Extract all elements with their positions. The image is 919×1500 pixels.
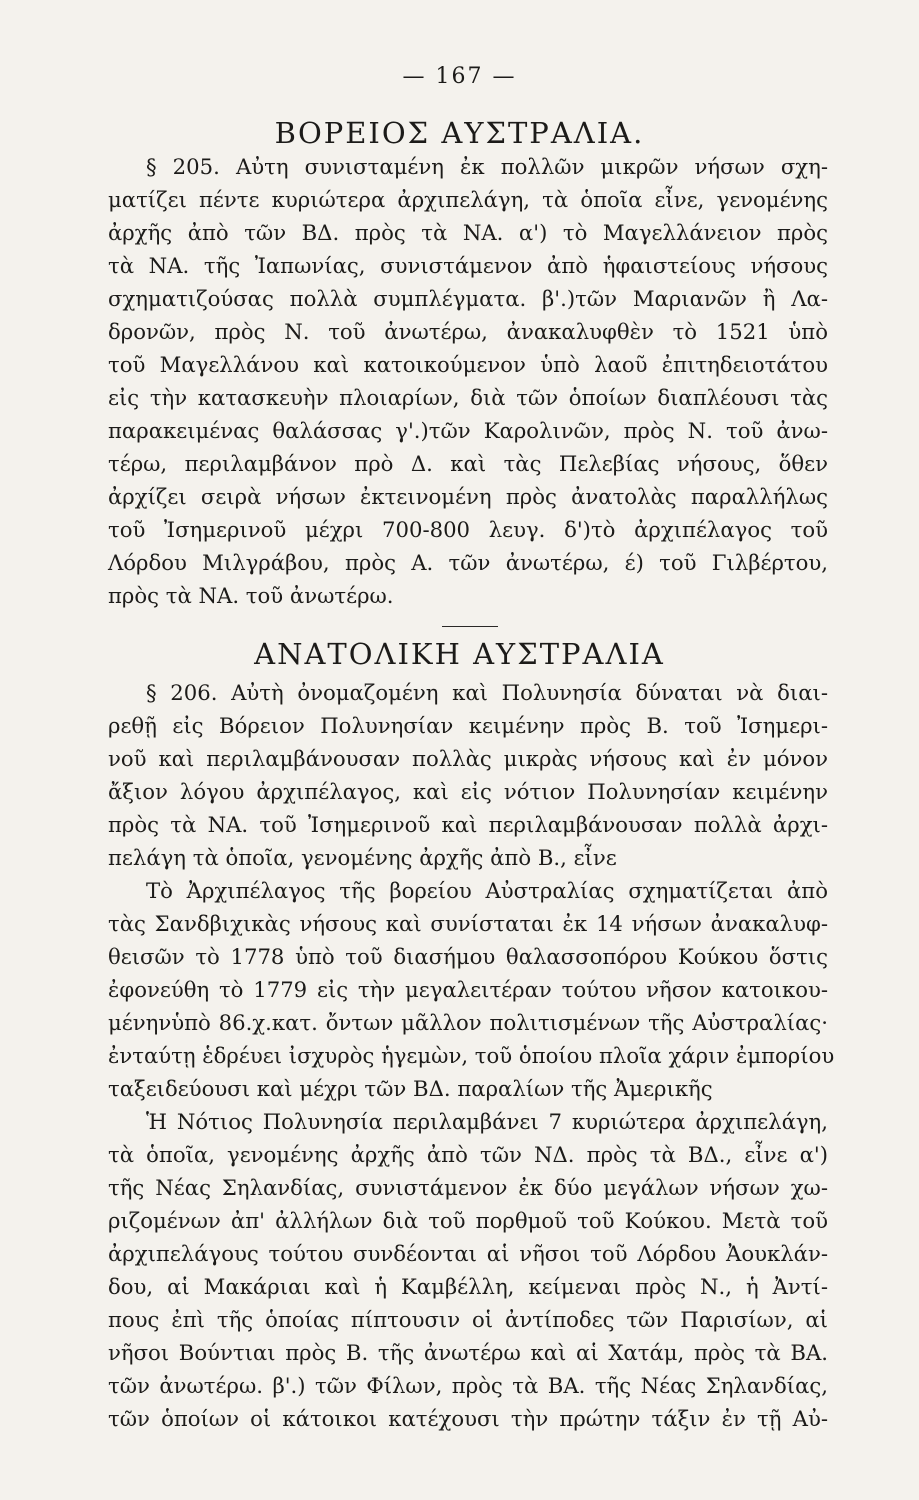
text-line: παρακειμένας θαλάσσας γ'.)τῶν Καρολινῶν, πρὸς Ν. τοῦ ἀνω- bbox=[108, 418, 828, 443]
section-heading-east-australia: ΑΝΑΤΟΛΙΚΗ ΑΥΣΤΡΑΛΙΑ bbox=[254, 637, 665, 671]
text-line: πρὸς τὰ ΝΑ. τοῦ Ἰσημερινοῦ καὶ περιλαμβάνουσαν πολλὰ ἀρχι- bbox=[108, 812, 828, 837]
text-line: Λόρδου Μιλγράβου, πρὸς Α. τῶν ἀνωτέρω, έ) τοῦ Γιλβέρτου, bbox=[108, 550, 828, 575]
text-line: Ἡ Νότιος Πολυνησία περιλαμβάνει 7 κυριώτερα ἀρχιπελάγη, bbox=[146, 1109, 828, 1134]
text-line: σχηματιζούσας πολλὰ συμπλέγματα. β'.)τῶν Μαριανῶν ἢ Λα- bbox=[108, 286, 828, 311]
text-line: πελάγη τὰ ὁποῖα, γενομένης ἀρχῆς ἀπὸ Β., εἶνε bbox=[108, 845, 617, 870]
text-line: ἄξιον λόγου ἀρχιπέλαγος, καὶ εἰς νότιον Πολυνησίαν κειμένην bbox=[108, 779, 828, 804]
text-line: Τὸ Ἀρχιπέλαγος τῆς βορείου Αὐστραλίας σχηματίζεται ἀπὸ bbox=[146, 878, 828, 903]
text-line: μένηνὑπὸ 86.χ.κατ. ὄντων μᾶλλον πολιτισμένων τῆς Αὐστραλίας· bbox=[108, 1010, 828, 1035]
page-number: — 167 — bbox=[402, 64, 517, 89]
text-line: ταξειδεύουσι καὶ μέχρι τῶν ΒΔ. παραλίων τῆς Ἀμερικῆς bbox=[108, 1076, 713, 1101]
text-line: νοῦ καὶ περιλαμβάνουσαν πολλὰς μικρὰς νήσους καὶ ἐν μόνον bbox=[108, 746, 828, 771]
text-line: τέρω, περιλαμβάνον πρὸ Δ. καὶ τὰς Πελεβίας νήσους, ὅθεν bbox=[108, 451, 828, 476]
text-line: τοῦ Ἰσημερινοῦ μέχρι 700-800 λευγ. δ')τὸ ἀρχιπέλαγος τοῦ bbox=[108, 517, 828, 542]
text-line: δρονῶν, πρὸς Ν. τοῦ ἀνωτέρω, ἀνακαλυφθὲν τὸ 1521 ὑπὸ bbox=[108, 319, 828, 344]
text-line: ριζομένων ἀπ' ἀλλήλων διὰ τοῦ πορθμοῦ τοῦ Κούκου. Μετὰ τοῦ bbox=[108, 1208, 828, 1233]
text-line: ρεθῇ εἰς Βόρειον Πολυνησίαν κειμένην πρὸς Β. τοῦ Ἰσημερι- bbox=[108, 713, 828, 738]
text-line: ἐφονεύθη τὸ 1779 εἰς τὴν μεγαλειτέραν τούτου νῆσον κατοικου- bbox=[108, 977, 828, 1002]
text-line: ματίζει πέντε κυριώτερα ἀρχιπελάγη, τὰ ὁποῖα εἶνε, γενομένης bbox=[108, 187, 828, 212]
text-line: ἀρχῆς ἀπὸ τῶν ΒΔ. πρὸς τὰ ΝΑ. α') τὸ Μαγελλάνειον πρὸς bbox=[108, 220, 828, 245]
text-line: θεισῶν τὸ 1778 ὑπὸ τοῦ διασήμου θαλασσοπόρου Κούκου ὅστις bbox=[108, 944, 828, 969]
section-heading-north-australia: ΒΟΡΕΙΟΣ ΑΥΣΤΡΑΛΙΑ. bbox=[274, 116, 645, 150]
text-line: νῆσοι Βούντιαι πρὸς Β. τῆς ἀνωτέρω καὶ αἱ Χατάμ, πρὸς τὰ ΒΑ. bbox=[108, 1340, 828, 1365]
text-line: δου, αἱ Μακάριαι καὶ ἡ Καμβέλλη, κείμεναι πρὸς Ν., ἡ Ἀντί- bbox=[108, 1274, 828, 1299]
text-line: τῆς Νέας Σηλανδίας, συνιστάμενον ἐκ δύο μεγάλων νήσων χω- bbox=[108, 1175, 828, 1200]
text-line: πους ἐπὶ τῆς ὁποίας πίπτουσιν οἱ ἀντίποδες τῶν Παρισίων, αἱ bbox=[108, 1307, 828, 1332]
text-line: τοῦ Μαγελλάνου καὶ κατοικούμενον ὑπὸ λαοῦ ἐπιτηδειοτάτου bbox=[108, 352, 828, 377]
text-line: πρὸς τὰ ΝΑ. τοῦ ἀνωτέρω. bbox=[108, 583, 394, 608]
text-line: εἰς τὴν κατασκευὴν πλοιαρίων, διὰ τῶν ὁποίων διαπλέουσι τὰς bbox=[108, 385, 828, 410]
text-line: τὰς Σανδβιχικὰς νήσους καὶ συνίσταται ἐκ 14 νήσων ἀνακαλυφ- bbox=[108, 911, 828, 936]
text-line: ἀρχίζει σειρὰ νήσων ἐκτεινομένη πρὸς ἀνατολὰς παραλλήλως bbox=[108, 484, 828, 509]
text-line: ἐνταύτῃ ἑδρέυει ἰσχυρὸς ἡγεμὼν, τοῦ ὁποίου πλοῖα χάριν ἐμπορίου bbox=[108, 1043, 835, 1068]
text-line: τὰ ΝΑ. τῆς Ἰαπωνίας, συνιστάμενον ἀπὸ ἡφαιστείους νήσους bbox=[108, 253, 828, 278]
text-line: τὰ ὁποῖα, γενομένης ἀρχῆς ἀπὸ τῶν ΝΔ. πρὸς τὰ ΒΔ., εἶνε α') bbox=[108, 1142, 828, 1167]
section-divider bbox=[442, 626, 498, 627]
text-line: § 206. Αὐτὴ ὀνομαζομένη καὶ Πολυνησία δύναται νὰ διαι- bbox=[146, 680, 828, 705]
text-line: τῶν ὁποίων οἱ κάτοικοι κατέχουσι τὴν πρώτην τάξιν ἐν τῇ Αὐ- bbox=[108, 1406, 828, 1431]
text-line: τῶν ἀνωτέρω. β'.) τῶν Φίλων, πρὸς τὰ ΒΑ. τῆς Νέας Σηλανδίας, bbox=[108, 1373, 828, 1398]
text-line: § 205. Αὐτη συνισταμένη ἐκ πολλῶν μικρῶν νήσων σχη- bbox=[146, 154, 828, 179]
text-line: ἀρχιπελάγους τούτου συνδέονται αἱ νῆσοι τοῦ Λόρδου Ἀουκλάν- bbox=[108, 1241, 828, 1266]
